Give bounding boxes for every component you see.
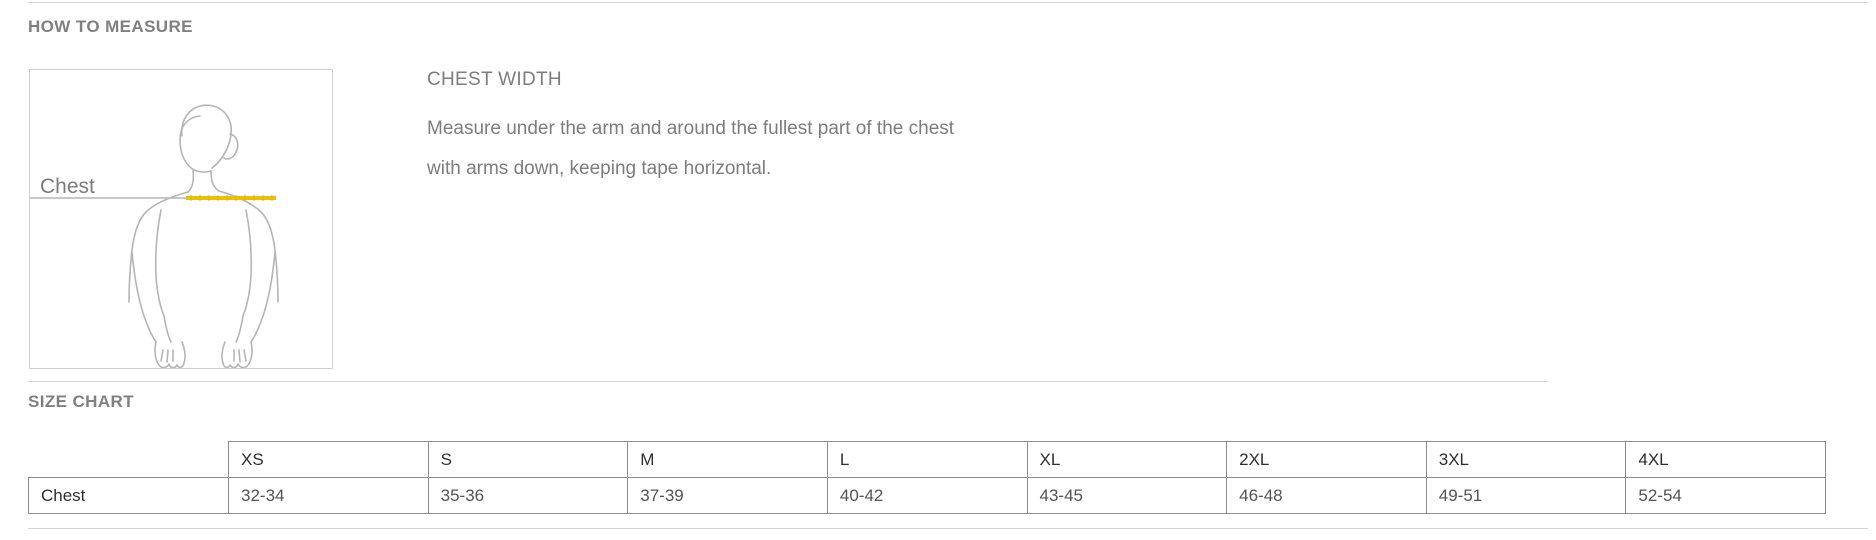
measurement-line-1: Measure under the arm and around the fullest part of the chest <box>427 118 955 139</box>
table-cell-chest-3xl: 49-51 <box>1426 478 1626 514</box>
torso-figure-icon <box>30 70 332 368</box>
table-cell-chest-xs: 32-34 <box>229 478 429 514</box>
top-divider <box>28 2 1868 3</box>
measurement-title: CHEST WIDTH <box>427 69 562 90</box>
table-cell-chest-4xl: 52-54 <box>1626 478 1826 514</box>
measurement-diagram <box>29 69 333 369</box>
size-chart-divider <box>28 381 1548 382</box>
measurement-description <box>427 69 1327 189</box>
size-chart-table-wrap <box>28 441 1826 514</box>
bottom-divider <box>28 528 1868 529</box>
table-header-cell-m: M <box>628 442 828 478</box>
table-cell-chest-l: 40-42 <box>827 478 1027 514</box>
table-header-cell-xl: XL <box>1027 442 1227 478</box>
table-cell-chest-xl: 43-45 <box>1027 478 1227 514</box>
table-header-row <box>29 442 1826 478</box>
table-header-cell-s: S <box>428 442 628 478</box>
table-cell-chest-m: 37-39 <box>628 478 828 514</box>
table-header-cell-l: L <box>827 442 1027 478</box>
table-cell-chest-s: 35-36 <box>428 478 628 514</box>
table-cell-chest-2xl: 46-48 <box>1227 478 1427 514</box>
size-chart-table <box>28 441 1826 514</box>
table-row-label-chest: Chest <box>29 478 229 514</box>
table-row <box>29 478 1826 514</box>
table-header-cell-4xl: 4XL <box>1626 442 1826 478</box>
chest-label: Chest <box>40 175 95 198</box>
how-to-measure-heading: HOW TO MEASURE <box>28 17 193 36</box>
table-header-cell-2xl: 2XL <box>1227 442 1427 478</box>
measurement-line-2: with arms down, keeping tape horizontal. <box>427 158 772 179</box>
size-chart-heading: SIZE CHART <box>28 392 134 411</box>
table-header-cell-xs: XS <box>229 442 429 478</box>
table-corner-cell <box>29 442 229 478</box>
table-header-cell-3xl: 3XL <box>1426 442 1626 478</box>
